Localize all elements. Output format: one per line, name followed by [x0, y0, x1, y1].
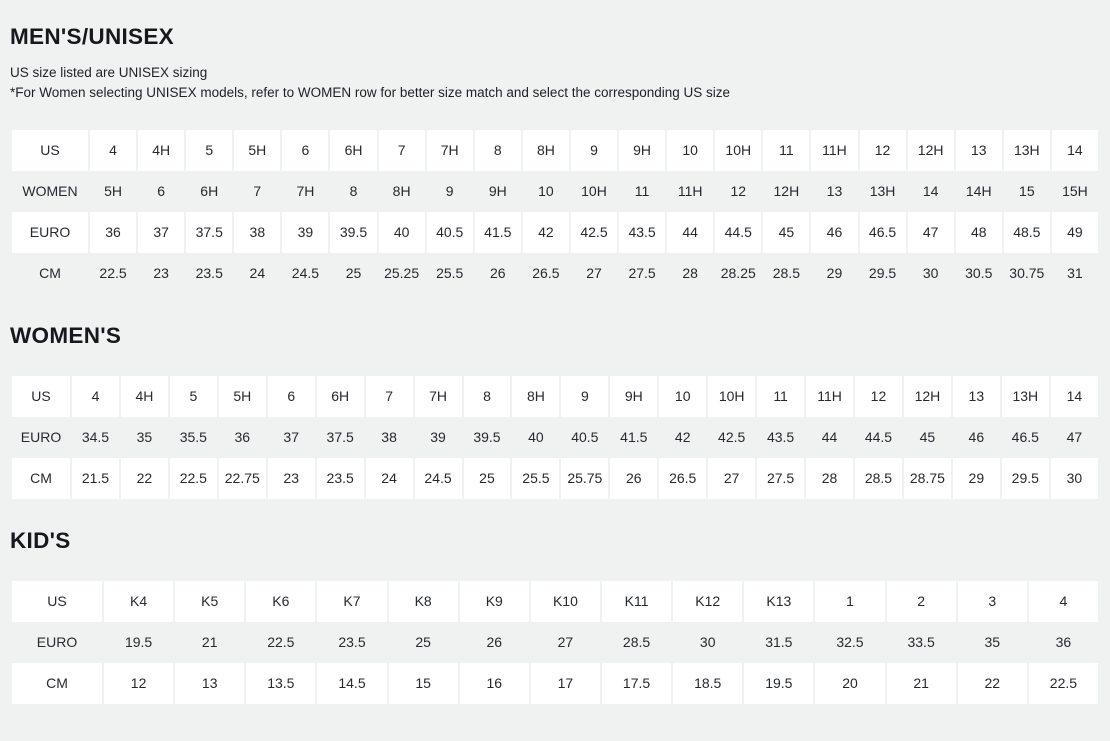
size-cell: 46: [968, 429, 985, 446]
size-cell: 25.5: [512, 458, 559, 499]
size-cell: 12H: [908, 130, 954, 171]
size-cell: 44: [821, 429, 838, 446]
size-cell: 14.5: [317, 663, 386, 704]
size-cell: 48.5: [1004, 212, 1050, 253]
row-label: CM: [12, 663, 102, 704]
size-cell: 44.5: [864, 429, 893, 446]
size-row-us: [12, 130, 1098, 171]
size-cell: K6: [246, 581, 315, 622]
size-cell: 22: [958, 663, 1027, 704]
size-cell: 27.5: [757, 458, 804, 499]
size-chart-page: [0, 24, 1110, 704]
size-cell: 27: [708, 458, 755, 499]
size-cell: 34.5: [81, 429, 110, 446]
size-cell: 47: [908, 212, 954, 253]
size-cell: 19.5: [124, 634, 153, 651]
size-cell: 13: [175, 663, 244, 704]
section-kids: [10, 528, 1100, 704]
size-cell: 44.5: [715, 212, 761, 253]
size-cell: 26: [610, 458, 657, 499]
size-cell: K9: [460, 581, 529, 622]
size-cell: K12: [673, 581, 742, 622]
row-label: US: [12, 581, 102, 622]
size-cell: 6: [157, 183, 166, 200]
size-cell: 1: [815, 581, 884, 622]
size-cell: 4: [72, 376, 119, 417]
size-table-womens: [10, 376, 1100, 499]
size-cell: 7: [253, 183, 262, 200]
size-cell: 8H: [392, 183, 411, 200]
size-cell: 36: [1055, 634, 1072, 651]
size-cell: 4H: [121, 376, 168, 417]
size-cell: 6: [282, 130, 328, 171]
size-cell: 10H: [715, 130, 761, 171]
size-cell: 26.5: [532, 265, 560, 282]
size-cell: 9H: [619, 130, 665, 171]
size-cell: 37.5: [186, 212, 232, 253]
row-label: CM: [12, 458, 70, 499]
size-cell: 13: [953, 376, 1000, 417]
size-cell: 23.5: [317, 458, 364, 499]
size-cell: 9: [571, 130, 617, 171]
size-cell: 36: [234, 429, 251, 446]
size-cell: 49: [1052, 212, 1098, 253]
size-cell: 7H: [415, 376, 462, 417]
section-mens-unisex: [10, 24, 1100, 294]
size-cell: 25: [464, 458, 511, 499]
size-cell: 17.5: [602, 663, 671, 704]
note-women-size-match: *For Women selecting UNISEX models, refer to WOMEN row for better size match and select the corresponding US size: [10, 84, 731, 100]
size-cell: 29: [953, 458, 1000, 499]
size-cell: 5H: [234, 130, 280, 171]
row-label: EURO: [36, 634, 78, 651]
size-cell: 28.5: [855, 458, 902, 499]
size-cell: K4: [104, 581, 173, 622]
size-cell: 27: [557, 634, 574, 651]
size-cell: 7: [379, 130, 425, 171]
size-cell: 30: [922, 265, 939, 282]
size-cell: 25: [415, 634, 431, 651]
size-cell: 15: [1019, 183, 1035, 200]
size-cell: 7H: [296, 183, 315, 200]
size-cell: 5: [186, 130, 232, 171]
size-cell: 45: [919, 429, 936, 446]
size-cell: 30: [1051, 458, 1098, 499]
row-label: US: [12, 130, 88, 171]
size-cell: 8: [475, 130, 521, 171]
size-cell: 6H: [200, 183, 219, 200]
size-row-cm: [12, 458, 1098, 499]
size-cell: 24: [366, 458, 413, 499]
size-cell: 8H: [523, 130, 569, 171]
size-cell: 22.5: [267, 634, 295, 651]
size-cell: 37: [138, 212, 184, 253]
size-row-women: [12, 171, 1098, 212]
size-cell: 24.5: [291, 265, 320, 282]
section-womens: [10, 323, 1100, 499]
size-cell: 24.5: [415, 458, 462, 499]
size-cell: 48: [956, 212, 1002, 253]
size-cell: 39.5: [330, 212, 376, 253]
size-cell: 30.5: [965, 265, 993, 282]
size-cell: 37.5: [326, 429, 354, 446]
size-cell: 12H: [904, 376, 951, 417]
row-label: CM: [39, 265, 61, 282]
size-cell: 5H: [219, 376, 266, 417]
size-cell: K11: [602, 581, 671, 622]
size-cell: 4: [1029, 581, 1098, 622]
size-cell: 27: [586, 265, 602, 282]
size-cell: 6H: [317, 376, 364, 417]
size-cell: 10: [659, 376, 706, 417]
size-cell: 28: [806, 458, 853, 499]
size-cell: 27.5: [628, 265, 656, 282]
size-cell: 38: [381, 429, 397, 446]
section-title-kids: KID'S: [10, 527, 71, 553]
size-cell: 37: [283, 429, 299, 446]
size-cell: 41.5: [475, 212, 521, 253]
size-cell: 10: [538, 183, 554, 200]
size-cell: 30: [699, 634, 716, 651]
size-cell: 14: [1052, 130, 1098, 171]
size-cell: 25.5: [436, 265, 464, 282]
size-cell: 15H: [1062, 183, 1088, 200]
size-cell: 25: [345, 265, 362, 282]
size-cell: 20: [815, 663, 884, 704]
size-cell: 39.5: [473, 429, 501, 446]
size-cell: 23: [268, 458, 315, 499]
size-cell: 11H: [811, 130, 857, 171]
size-cell: 7H: [427, 130, 473, 171]
size-cell: 30.75: [1009, 265, 1045, 282]
size-table-mens-unisex: [10, 130, 1100, 294]
size-cell: 14: [1051, 376, 1098, 417]
size-cell: 13: [826, 183, 843, 200]
size-cell: 36: [90, 212, 136, 253]
size-cell: 14: [922, 183, 939, 200]
size-cell: 25.75: [561, 458, 608, 499]
size-cell: 42.5: [718, 429, 746, 446]
size-cell: 39: [430, 429, 446, 446]
size-row-cm: [12, 663, 1098, 704]
size-cell: 29.5: [868, 265, 897, 282]
size-cell: 28.25: [720, 265, 756, 282]
size-cell: 23.5: [338, 634, 366, 651]
size-cell: 14H: [965, 183, 992, 200]
size-cell: 9H: [610, 376, 657, 417]
size-cell: 35: [136, 429, 153, 446]
size-cell: 10H: [708, 376, 755, 417]
size-row-us: [12, 581, 1098, 622]
size-cell: 31.5: [765, 634, 793, 651]
size-cell: 47: [1066, 429, 1083, 446]
size-cell: 11: [763, 130, 809, 171]
size-cell: 38: [234, 212, 280, 253]
size-cell: 46.5: [860, 212, 906, 253]
size-cell: 43.5: [619, 212, 665, 253]
size-cell: 12: [860, 130, 906, 171]
size-row-euro: [12, 417, 1098, 458]
size-cell: 12: [104, 663, 173, 704]
size-row-euro: [12, 622, 1098, 663]
size-cell: 46.5: [1011, 429, 1039, 446]
size-cell: 40: [528, 429, 544, 446]
size-cell: 39: [282, 212, 328, 253]
size-cell: 31: [1067, 265, 1083, 282]
size-cell: 11H: [677, 183, 703, 200]
size-cell: 23.5: [195, 265, 223, 282]
size-cell: 13: [956, 130, 1002, 171]
size-row-euro: [12, 212, 1098, 253]
size-cell: 40.5: [571, 429, 599, 446]
size-cell: 7: [366, 376, 413, 417]
size-cell: 10: [667, 130, 713, 171]
size-cell: 6H: [330, 130, 376, 171]
size-cell: 42: [674, 429, 691, 446]
size-cell: 23: [153, 265, 169, 282]
note-unisex-sizing: US size listed are UNISEX sizing: [10, 64, 208, 80]
size-cell: 46: [811, 212, 857, 253]
section-notes: [10, 63, 1100, 103]
size-cell: K13: [744, 581, 813, 622]
size-cell: 10H: [581, 183, 607, 200]
size-cell: 2: [887, 581, 956, 622]
size-cell: 22.5: [1029, 663, 1098, 704]
size-cell: 33.5: [907, 634, 935, 651]
size-cell: 9: [445, 183, 454, 200]
size-cell: 28: [682, 265, 698, 282]
size-cell: 18.5: [673, 663, 742, 704]
size-cell: 21.5: [72, 458, 119, 499]
size-cell: 15: [389, 663, 458, 704]
size-cell: 29: [826, 265, 843, 282]
size-cell: 16: [460, 663, 529, 704]
size-cell: 11H: [806, 376, 853, 417]
size-cell: 26.5: [659, 458, 706, 499]
size-cell: 3: [958, 581, 1027, 622]
size-cell: 41.5: [620, 429, 648, 446]
size-cell: 13H: [1004, 130, 1050, 171]
size-cell: 8: [464, 376, 511, 417]
size-cell: 11: [757, 376, 804, 417]
row-label: US: [12, 376, 70, 417]
size-cell: 21: [887, 663, 956, 704]
size-cell: 44: [667, 212, 713, 253]
size-cell: 8: [349, 183, 358, 200]
size-cell: 32.5: [836, 634, 864, 651]
size-cell: 6: [268, 376, 315, 417]
size-cell: 12: [730, 183, 747, 200]
size-cell: 25.25: [384, 265, 420, 282]
size-cell: 22.5: [99, 265, 127, 282]
size-row-us: [12, 376, 1098, 417]
size-cell: 28.75: [904, 458, 951, 499]
size-cell: 19.5: [744, 663, 813, 704]
row-label: EURO: [20, 429, 62, 446]
size-cell: 35: [984, 634, 1001, 651]
size-cell: 13H: [1002, 376, 1049, 417]
size-cell: 43.5: [766, 429, 795, 446]
size-cell: 8H: [512, 376, 559, 417]
size-cell: 4: [90, 130, 136, 171]
size-cell: 26: [486, 634, 503, 651]
size-cell: 11: [634, 183, 650, 200]
row-label: WOMEN: [22, 183, 78, 200]
size-cell: 28.5: [622, 634, 651, 651]
size-cell: 45: [763, 212, 809, 253]
size-cell: 13.5: [246, 663, 315, 704]
size-cell: 12: [855, 376, 902, 417]
size-cell: 42: [523, 212, 569, 253]
size-cell: 22: [121, 458, 168, 499]
size-table-kids: [10, 581, 1100, 704]
size-cell: K7: [317, 581, 386, 622]
section-title-mens-unisex: MEN'S/UNISEX: [10, 24, 174, 49]
section-title-womens: WOMEN'S: [10, 322, 122, 348]
size-cell: 40: [379, 212, 425, 253]
size-row-cm: [12, 253, 1098, 294]
size-cell: 35.5: [179, 429, 207, 446]
size-cell: 13H: [869, 183, 896, 200]
size-cell: 29.5: [1002, 458, 1049, 499]
size-cell: 9: [561, 376, 608, 417]
size-cell: K8: [389, 581, 458, 622]
size-cell: 40.5: [427, 212, 473, 253]
size-cell: 17: [531, 663, 600, 704]
size-cell: 22.75: [219, 458, 266, 499]
size-cell: 22.5: [170, 458, 217, 499]
size-cell: 12H: [773, 183, 800, 200]
size-cell: 21: [201, 634, 218, 651]
row-label: EURO: [12, 212, 88, 253]
size-cell: 28.5: [772, 265, 800, 282]
size-cell: K10: [531, 581, 600, 622]
size-cell: 4H: [138, 130, 184, 171]
size-cell: 24: [249, 265, 266, 282]
size-cell: 9H: [488, 183, 507, 200]
size-cell: 5H: [104, 183, 122, 200]
size-cell: 42.5: [571, 212, 617, 253]
size-cell: K5: [175, 581, 244, 622]
size-cell: 26: [490, 265, 506, 282]
size-cell: 5: [170, 376, 217, 417]
